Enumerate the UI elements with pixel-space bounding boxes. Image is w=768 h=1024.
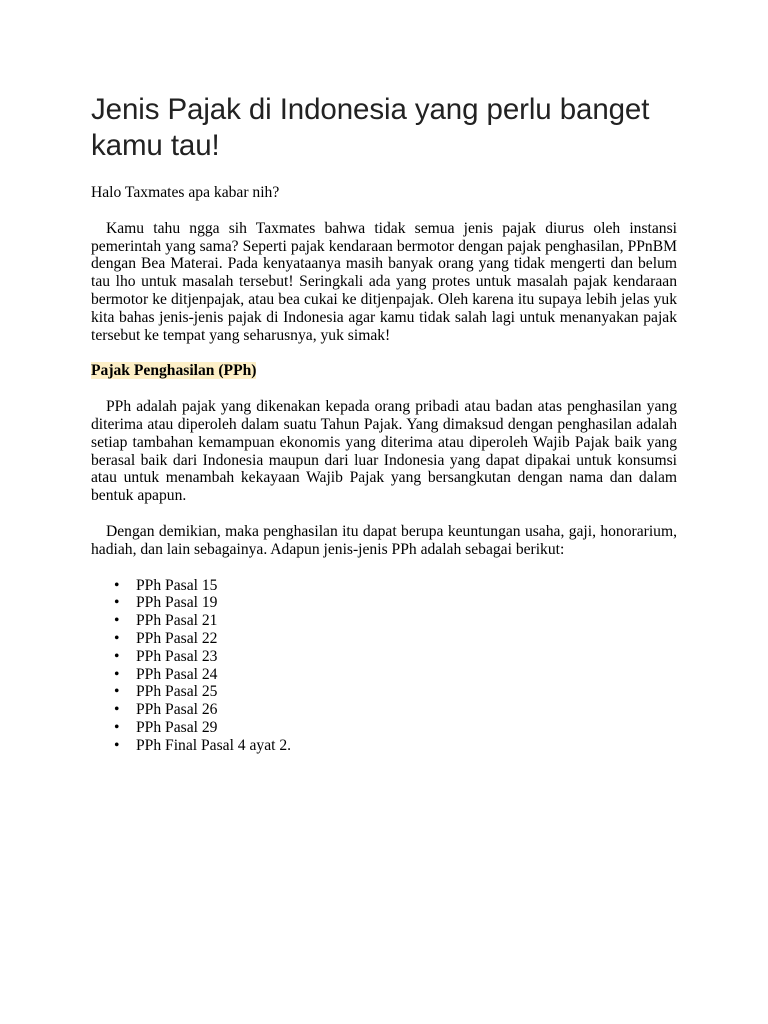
section-heading-text: Pajak Penghasilan (PPh) bbox=[91, 362, 257, 380]
section-heading bbox=[91, 362, 677, 380]
pph-types-list bbox=[91, 577, 677, 755]
list-item: • PPh Pasal 19 bbox=[114, 594, 218, 612]
list-item: • PPh Pasal 26 bbox=[114, 701, 218, 719]
list-item: • PPh Pasal 21 bbox=[114, 612, 218, 630]
bullet-icon: • bbox=[114, 647, 120, 665]
document-page bbox=[91, 92, 677, 755]
bullet-icon: • bbox=[114, 665, 120, 683]
pph-types-intro-paragraph: Dengan demikian, maka penghasilan itu dapat berupa keuntungan usaha, gaji, honorarium, hadiah, dan lain sebagainya. Adapun jenis-jenis PPh adalah sebagai berikut: bbox=[91, 522, 677, 558]
list-item: • PPh Pasal 25 bbox=[114, 683, 218, 701]
document-title: Jenis Pajak di Indonesia yang perlu banget kamu tau! bbox=[91, 93, 650, 162]
bullet-icon: • bbox=[114, 718, 120, 736]
bullet-icon: • bbox=[114, 701, 120, 719]
bullet-icon: • bbox=[114, 683, 120, 701]
pph-definition-paragraph: PPh adalah pajak yang dikenakan kepada orang pribadi atau badan atas penghasilan yang diterima atau diperoleh dalam suatu Tahun Pajak. Yang dimaksud dengan penghasilan adalah setiap tambahan kemampuan ekonomis yang diterima atau diperoleh Wajib Pajak baik yang berasal baik dari Indonesia maupun dari luar Indonesia yang dapat dipakai untuk konsumsi atau untuk menambah kekayaan Wajib Pajak yang bersangkutan dengan nama dan dalam bentuk apapun. bbox=[91, 398, 677, 505]
list-item: • PPh Pasal 15 bbox=[114, 576, 218, 594]
list-item: • PPh Final Pasal 4 ayat 2. bbox=[114, 736, 292, 754]
bullet-icon: • bbox=[114, 736, 120, 754]
list-item: • PPh Pasal 24 bbox=[114, 665, 218, 683]
bullet-icon: • bbox=[114, 594, 120, 612]
bullet-icon: • bbox=[114, 612, 120, 630]
intro-paragraph: Kamu tahu ngga sih Taxmates bahwa tidak semua jenis pajak diurus oleh instansi pemerintah yang sama? Seperti pajak kendaraan bermotor dengan pajak penghasilan, PPnBM dengan Bea Materai. Pada kenyataanya masih banyak orang yang tidak mengerti dan belum tau lho untuk masalah tersebut! Seringkali ada yang protes untuk masalah pajak kendaraan bermotor ke ditjenpajak, atau bea cukai ke ditjenpajak. Oleh karena itu supaya lebih jelas yuk kita bahas jenis-jenis pajak di Indonesia agar kamu tidak salah lagi untuk menanyakan pajak tersebut ke tempat yang seharusnya, yuk simak! bbox=[91, 219, 677, 344]
bullet-icon: • bbox=[114, 629, 120, 647]
greeting-text: Halo Taxmates apa kabar nih? bbox=[91, 184, 280, 201]
bullet-icon: • bbox=[114, 576, 120, 594]
list-item: • PPh Pasal 22 bbox=[114, 629, 218, 647]
list-item: • PPh Pasal 23 bbox=[114, 647, 218, 665]
list-item: • PPh Pasal 29 bbox=[114, 718, 218, 736]
